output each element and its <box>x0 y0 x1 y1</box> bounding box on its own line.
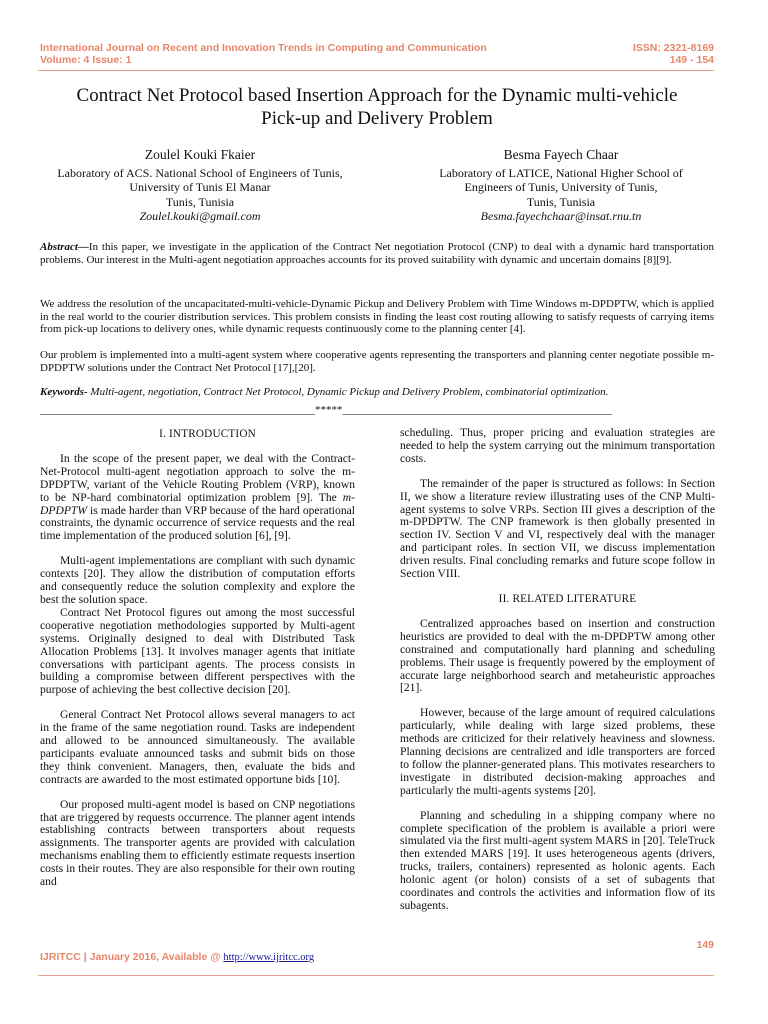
page-range: 149 - 154 <box>669 54 714 66</box>
page-number: 149 <box>696 939 714 951</box>
paragraph: Our proposed multi-agent model is based on CNP negotiations that are triggered by requests occurrence. The planner agent intends establishing contracts between transporters about requests assignments. The transporter agents are provided with calculation mechanisms enabling them to efficiently estimate requests insertion costs in their routes. They are also responsible for their own routing and <box>40 797 355 889</box>
footer <box>40 951 314 963</box>
author-2 <box>396 148 726 224</box>
paragraph <box>40 453 355 543</box>
author-affiliation: Engineers of Tunis, University of Tunis, <box>464 180 658 194</box>
abstract-paragraph-1 <box>40 241 714 266</box>
paragraph: Multi-agent implementations are compliant with such dynamic contexts [20]. They allow the distribution of computation efforts and consequently reduce the solution complexity and explore the best the solution space. <box>40 554 355 606</box>
paragraph-text: In the scope of the present paper, we deal with the Contract-Net-Protocol multi-agent negotiation approach to solve the m-DPDPTW, variant of the Vehicle Routing Problem (VRP), known to be NP-hard combinatorial optimization problem [9]. The <box>40 451 355 504</box>
title-line-1: Contract Net Protocol based Insertion Approach for the Dynamic multi-vehicle <box>76 85 678 106</box>
abstract-paragraph-2: We address the resolution of the uncapacitated-multi-vehicle-Dynamic Pickup and Delivery Problem with Time Windows m-DPDPTW, which is applied in the real world to the courier distribution services. This problem consists in finding the least cost routing allowing to satisfy requests of carrying items from pick-up locations to delivery ones, while dynamic requests continuously come to the planning center [4]. <box>40 298 714 336</box>
author-email: Zoulel.kouki@gmail.com <box>139 209 261 223</box>
paragraph: Contract Net Protocol figures out among the most successful cooperative negotiation methodologies supported by Multi-agent systems. Originally designed to deal with Distributed Task Allocation Problems [13]. It involves manager agents that initiate conversations with participant agents. The process consists in building a compromise between different perspectives with the purpose of achieving the best collective decision [20]. <box>40 605 355 697</box>
abstract-text: In this paper, we investigate in the application of the Contract Net negotiation Protocol (CNP) to deal with a dynamic hard transportation problems. Our interest in the Multi-agent negotiation approaches accounts for its proved suitability with dynamic and uncertain domains [8][9]. <box>40 241 714 266</box>
paragraph: However, because of the large amount of required calculations particularly, while dealing with large sized problems, these methods are criticized for their relatively heaviness and slowness. Planning decisions are centralized and idle transporters are forced to follow the planner-generated plans. This motivates researchers to investigate in distributed decision-making approaches and particularly the multi-agents systems [20]. <box>400 706 715 797</box>
author-affiliation: Laboratory of LATICE, National Higher School of <box>439 165 683 180</box>
paragraph: General Contract Net Protocol allows several managers to act in the frame of the same negotiation round. Tasks are independent and allowed to be announced simultaneously. The available participants evaluate announced tasks and submit bids on those they think convenient. Managers, then, evaluate the bids and contracts are awarded to the most estimated opportune bids [10]. <box>40 708 355 786</box>
title-line-2: Pick-up and Delivery Problem <box>261 108 493 129</box>
journal-link[interactable]: http://www.ijritcc.org <box>223 952 315 963</box>
journal-header <box>40 42 487 66</box>
section-heading: I. INTRODUCTION <box>159 428 256 440</box>
issn: ISSN: 2321-8169 <box>632 42 714 54</box>
author-1 <box>35 148 365 224</box>
journal-name: International Journal on Recent and Innovation Trends in Computing and Communication <box>40 42 487 54</box>
author-affiliation: Tunis, Tunisia <box>165 194 235 209</box>
paragraph-text: is made harder than VRP because of the hard operational constraints, the dynamic occurrence of service requests and the real time implementation of the produced solution [6], [9]. <box>40 503 355 543</box>
paragraph: scheduling. Thus, proper pricing and evaluation strategies are needed to help the system carrying out the minimum transportation costs. <box>400 426 715 465</box>
section-separator: __________________________________________________*****_________________________________________________ <box>40 404 612 416</box>
header-rule <box>38 70 714 71</box>
abstract-paragraph-3: Our problem is implemented into a multi-agent system where cooperative agents representing the transporters and planning center negotiate possible m-DPDPTW solutions under the Contract Net Protocol [17],[20]. <box>40 349 714 374</box>
section-heading: II. RELATED LITERATURE <box>498 592 637 605</box>
paragraph: The remainder of the paper is structured as follows: In Section II, we show a literature review illustrating uses of the CNP Multi-agent systems to solve VRPs. Section III gives a description of the m-DPDPTW. The CNP framework is then globally presented in section IV. Section V and VI, respectively deal with the manager and participant roles. In section VII, we discuss implementation driven results. Final concluding remarks and future scope follow in Section VIII. <box>400 476 715 581</box>
journal-volume: Volume: 4 Issue: 1 <box>40 54 132 66</box>
paragraph: Planning and scheduling in a shipping company where no complete specification of the problem is available a priori were simulated via the first multi-agent system MARS in [20]. TeleTruck then extended MARS [19]. It uses heterogeneous agents (drivers, trucks, trailers, containers) represented as holonic agents. Each holonic agent (or holon) consists of a set of subagents that coordinates and controls the activities and information flow of its subagents. <box>400 808 715 912</box>
keywords-label: Keywords- <box>40 386 88 398</box>
right-column <box>400 427 715 925</box>
abstract-label: Abstract— <box>40 241 89 253</box>
footer-text: IJRITCC | January 2016, Available @ <box>40 951 224 963</box>
paragraph: Centralized approaches based on insertion and construction heuristics are provided to deal with the m-DPDPTW among other constrained and computationally hard planning and scheduling problems. Their usage is frequently powered by the employment of accurate large neighborhood search and metaheuristic approaches [21]. <box>400 616 715 695</box>
paper-title <box>40 84 714 130</box>
author-email: Besma.fayechchaar@insat.rnu.tn <box>480 209 642 223</box>
author-affiliation: Tunis, Tunisia <box>526 194 596 209</box>
footer-rule <box>38 975 714 976</box>
keywords <box>40 386 714 399</box>
left-column <box>40 428 355 901</box>
keywords-text: Multi-agent, negotiation, Contract Net Protocol, Dynamic Pickup and Delivery Problem, combinatorial optimization. <box>87 386 609 398</box>
author-affiliation: Laboratory of ACS. National School of Engineers of Tunis, <box>57 165 343 180</box>
author-name: Zoulel Kouki Fkaier <box>144 147 256 162</box>
issn-header <box>633 42 714 66</box>
paragraph-emphasis: m-DPDPTW <box>40 490 355 517</box>
author-name: Besma Fayech Chaar <box>503 147 619 162</box>
author-affiliation: University of Tunis El Manar <box>129 180 271 194</box>
